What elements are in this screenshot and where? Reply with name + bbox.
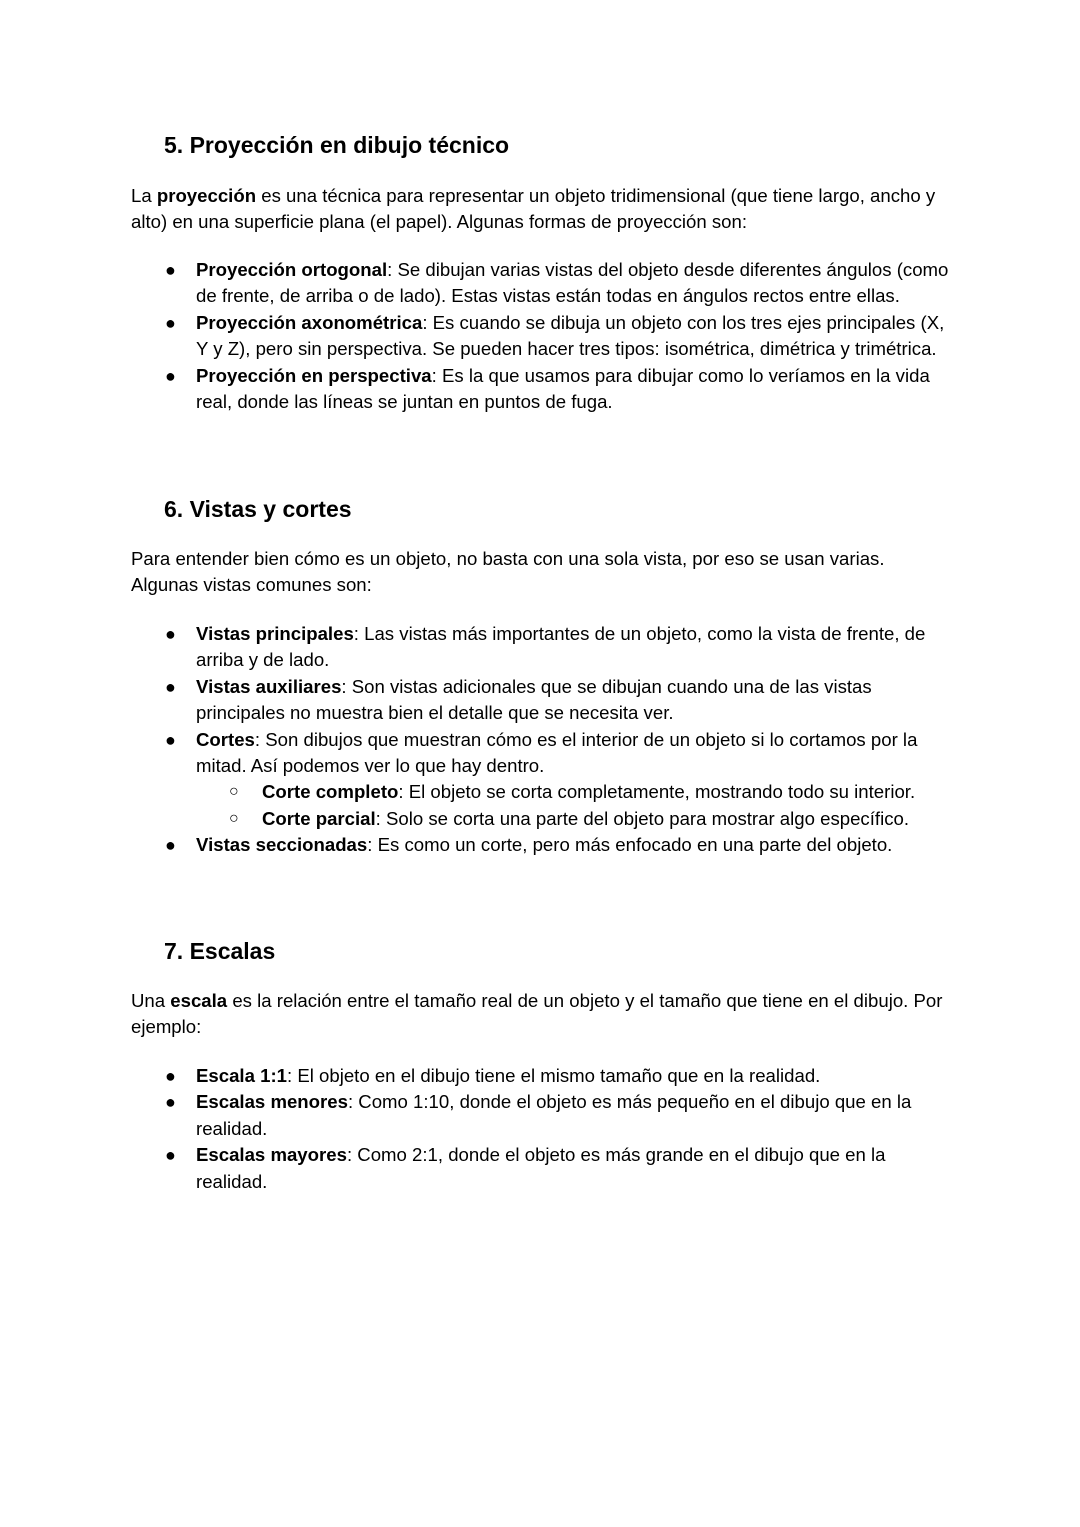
item-text: : Las vistas más importantes de un objeto, como la vista de frente, de arriba y de lado.	[196, 623, 926, 671]
intro-text: es una técnica para representar un objeto tridimensional (que tiene largo, ancho y alto) en una superficie plana (el papel). Algunas formas de proyección son:	[131, 185, 936, 233]
section-5-intro	[131, 183, 951, 236]
bullet-icon: ●	[165, 729, 176, 750]
list-item	[0, 1063, 956, 1089]
section-6-intro: Para entender bien cómo es un objeto, no basta con una sola vista, por eso se usan varias. Algunas vistas comunes son:	[131, 548, 885, 596]
section-5-title: 5. Proyección en dibujo técnico	[164, 132, 510, 158]
section-7-title: 7. Escalas	[164, 938, 276, 964]
item-term: Escalas menores	[196, 1091, 348, 1113]
list-item	[0, 363, 956, 416]
subitem-term: Corte completo	[262, 781, 399, 803]
bullet-icon: ●	[165, 676, 176, 697]
list-item	[0, 621, 956, 674]
section-7-intro	[131, 988, 951, 1041]
section-6-list	[0, 621, 1080, 859]
item-term: Cortes	[196, 728, 255, 750]
bullet-icon: ●	[165, 1145, 176, 1166]
intro-text: es la relación entre el tamaño real de un objeto y el tamaño que tiene en el dibujo. Por ejemplo:	[131, 990, 943, 1038]
hollow-bullet-icon: ○	[229, 783, 239, 801]
list-item	[0, 832, 956, 858]
bullet-icon: ●	[165, 312, 176, 333]
bullet-icon: ●	[165, 1092, 176, 1113]
sub-list-item	[0, 779, 962, 805]
bullet-icon: ●	[165, 365, 176, 386]
bullet-icon: ●	[165, 1066, 176, 1086]
list-item	[0, 257, 956, 310]
hollow-bullet-icon: ○	[229, 809, 239, 827]
item-text: : Son vistas adicionales que se dibujan cuando una de las vistas principales no muestra bien el detalle que se necesita ver.	[196, 675, 872, 724]
item-text: : Son dibujos que muestran cómo es el interior de un objeto si lo cortamos por la mitad. Así podemos ver lo que hay dentro.	[196, 728, 918, 777]
intro-text: La	[131, 185, 157, 206]
intro-text: Una	[131, 990, 171, 1011]
sub-list-item	[0, 806, 962, 832]
list-item	[0, 727, 956, 780]
item-term: Proyección en perspectiva	[196, 364, 432, 386]
item-text: : Como 1:10, donde el objeto es más pequeño en el dibujo que en la realidad.	[196, 1091, 912, 1139]
section-5-list	[0, 257, 1080, 415]
intro-bold-term: proyección	[156, 185, 257, 206]
subitem-text: : Solo se corta una parte del objeto para mostrar algo específico.	[375, 807, 909, 829]
item-text: : Es cuando se dibuja un objeto con los tres ejes principales (X, Y y Z), pero sin perspectiva. Se pueden hacer tres tipos: isométrica, dimétrica y trimétrica.	[196, 311, 945, 360]
item-term: Escalas mayores	[196, 1144, 347, 1166]
bullet-icon: ●	[165, 835, 176, 856]
list-item	[0, 310, 956, 363]
intro-bold-term: escala	[170, 990, 228, 1011]
item-term: Escala 1:1	[196, 1065, 287, 1086]
subitem-text: : El objeto se corta completamente, mostrando todo su interior.	[398, 781, 916, 803]
item-term: Proyección axonométrica	[196, 311, 423, 333]
item-term: Vistas auxiliares	[196, 675, 342, 697]
bullet-icon: ●	[165, 260, 176, 280]
item-term: Vistas seccionadas	[196, 834, 368, 856]
list-item	[0, 1142, 956, 1195]
item-text: : Es como un corte, pero más enfocado en una parte del objeto.	[367, 834, 893, 856]
item-text: : El objeto en el dibujo tiene el mismo tamaño que en la realidad.	[286, 1065, 821, 1086]
item-text: : Se dibujan varias vistas del objeto desde diferentes ángulos (como de frente, de arriba o de lado). Estas vistas están todas en ángulos rectos entre ellas.	[196, 259, 949, 307]
list-item	[0, 674, 956, 727]
item-text: : Es la que usamos para dibujar como lo veríamos en la vida real, donde las líneas se juntan en puntos de fuga.	[196, 364, 930, 413]
list-item	[0, 1089, 956, 1142]
section-7-list	[0, 1063, 1080, 1195]
item-term: Vistas principales	[196, 623, 354, 644]
bullet-icon: ●	[165, 624, 176, 644]
item-text: : Como 2:1, donde el objeto es más grande en el dibujo que en la realidad.	[196, 1144, 886, 1192]
section-6-title: 6. Vistas y cortes	[164, 496, 352, 522]
item-term: Proyección ortogonal	[196, 259, 388, 280]
subitem-term: Corte parcial	[262, 807, 376, 829]
